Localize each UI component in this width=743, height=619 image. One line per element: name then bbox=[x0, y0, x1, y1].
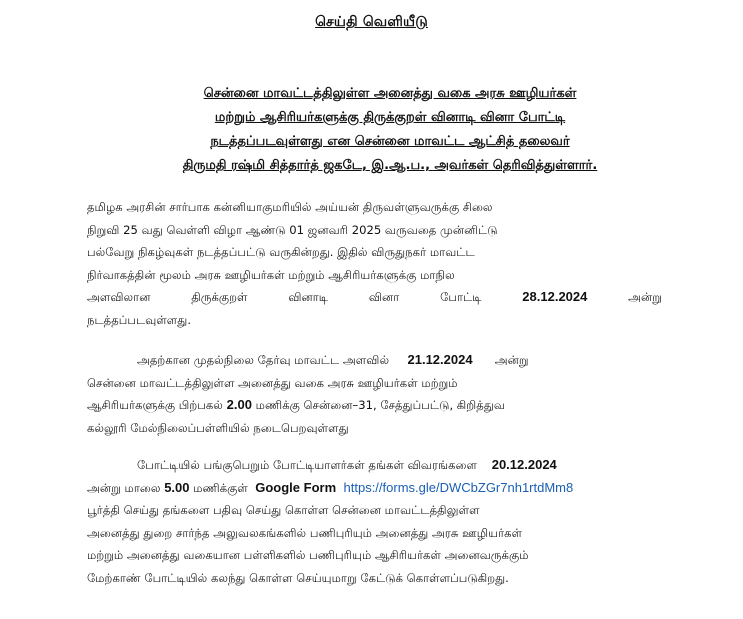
paragraph-line: நடத்தப்படவுள்ளது. bbox=[87, 312, 192, 327]
text-fragment: திருக்குறள் bbox=[191, 290, 248, 304]
paragraph-line: சென்னை மாவட்டத்திலுள்ள அனைத்து வகை அரசு ஊழியர்கள் மற்றும் bbox=[87, 375, 458, 390]
paragraph-line: கல்லூரி மேல்நிலைப்பள்ளியில் நடைபெறவுள்ளது bbox=[87, 420, 349, 435]
preliminary-time: 2.00 bbox=[226, 397, 252, 412]
paragraph-announcement bbox=[87, 196, 662, 331]
text-fragment: அன்று bbox=[628, 290, 662, 304]
text-fragment: அளவிலான bbox=[87, 290, 151, 304]
registration-deadline-time: 5.00 bbox=[164, 479, 190, 495]
headline bbox=[90, 82, 690, 178]
paragraph-line: பல்வேறு நிகழ்வுகள் நடத்தப்பட்டு வருகின்றது. இதில் விருதுநகர் மாவட்ட bbox=[87, 245, 475, 259]
text-fragment: ஆசிரியர்களுக்கு பிற்பகல் bbox=[87, 398, 223, 412]
paragraph-line: தமிழக அரசின் சார்பாக கன்னியாகுமரியில் அய்யன் திருவள்ளுவருக்கு சிலை bbox=[87, 200, 493, 214]
press-release-title: செய்தி வெளியீடு bbox=[315, 14, 428, 30]
headline-line: மற்றும் ஆசிரியர்களுக்கு திருக்குறள் வினாடி வினா போட்டி bbox=[214, 110, 566, 125]
preliminary-date: 21.12.2024 bbox=[407, 352, 473, 367]
paragraph-line: மற்றும் அனைத்து வகையான பள்ளிகளில் பணிபுரியும் ஆசிரியர்கள் அனைவருக்கும் bbox=[87, 548, 529, 562]
paragraph-line bbox=[87, 454, 662, 477]
paragraph-line bbox=[87, 394, 662, 417]
google-form-label: Google Form bbox=[255, 479, 337, 495]
paragraph-registration bbox=[87, 454, 662, 589]
headline-line: நடத்தப்படவுள்ளது என சென்னை மாவட்ட ஆட்சித் தலைவர் bbox=[210, 134, 570, 149]
text-fragment: அன்று மாலை bbox=[87, 480, 161, 495]
paragraph-line: பூர்த்தி செய்து தங்களை பதிவு செய்து கொள்ள சென்னை மாவட்டத்திலுள்ள bbox=[87, 503, 480, 517]
paragraph-line: அனைத்து துறை சார்ந்த அலுவலகங்களில் பணிபுரியும் அனைத்து அரசு ஊழியர்கள் bbox=[87, 525, 523, 540]
text-fragment: போட்டி bbox=[440, 290, 482, 304]
text-fragment: போட்டியில் பங்குபெறும் போட்டியாளர்கள் தங்கள் விவரங்களை bbox=[137, 458, 477, 472]
paragraph-line bbox=[87, 349, 662, 372]
text-fragment: வினா bbox=[368, 290, 400, 304]
paragraph-line: நிர்வாகத்தின் மூலம் அரசு ஊழியர்கள் மற்றும் ஆசிரியர்களுக்கு மாநில bbox=[87, 267, 455, 282]
paragraph-line bbox=[87, 286, 662, 309]
paragraph-line: நிறுவி 25 வது வெள்ளி விழா ஆண்டு 01 ஜனவரி 2025 வருவதை முன்னிட்டு bbox=[87, 222, 498, 237]
text-fragment: மணிக்கு சென்னை–31, சேத்துப்பட்டு, கிறித்துவ bbox=[255, 398, 505, 412]
text-fragment: மணிக்குள் bbox=[193, 480, 248, 495]
paragraph-line bbox=[87, 477, 662, 500]
text-fragment: வினாடி bbox=[288, 290, 329, 304]
headline-line: சென்னை மாவட்டத்திலுள்ள அனைத்து வகை அரசு ஊழியர்கள் bbox=[203, 86, 577, 101]
contest-date: 28.12.2024 bbox=[522, 289, 588, 304]
google-form-link[interactable]: https://forms.gle/DWCbZGr7nh1rtdMm8 bbox=[343, 479, 574, 495]
headline-line: திருமதி ரஷ்மி சித்தார்த் ஜகடே, இ.ஆ.ப., அவர்கள் தெரிவித்துள்ளார். bbox=[182, 158, 598, 173]
text-fragment: அன்று bbox=[494, 353, 529, 367]
registration-deadline-date: 20.12.2024 bbox=[491, 457, 557, 472]
paragraph-line: மேற்காண் போட்டியில் கலந்து கொள்ள செய்யுமாறு கேட்டுக் கொள்ளப்படுகிறது. bbox=[87, 570, 509, 585]
paragraph-preliminary bbox=[87, 349, 662, 439]
text-fragment: அதற்கான முதல்நிலை தேர்வு மாவட்ட அளவில் bbox=[137, 353, 390, 367]
